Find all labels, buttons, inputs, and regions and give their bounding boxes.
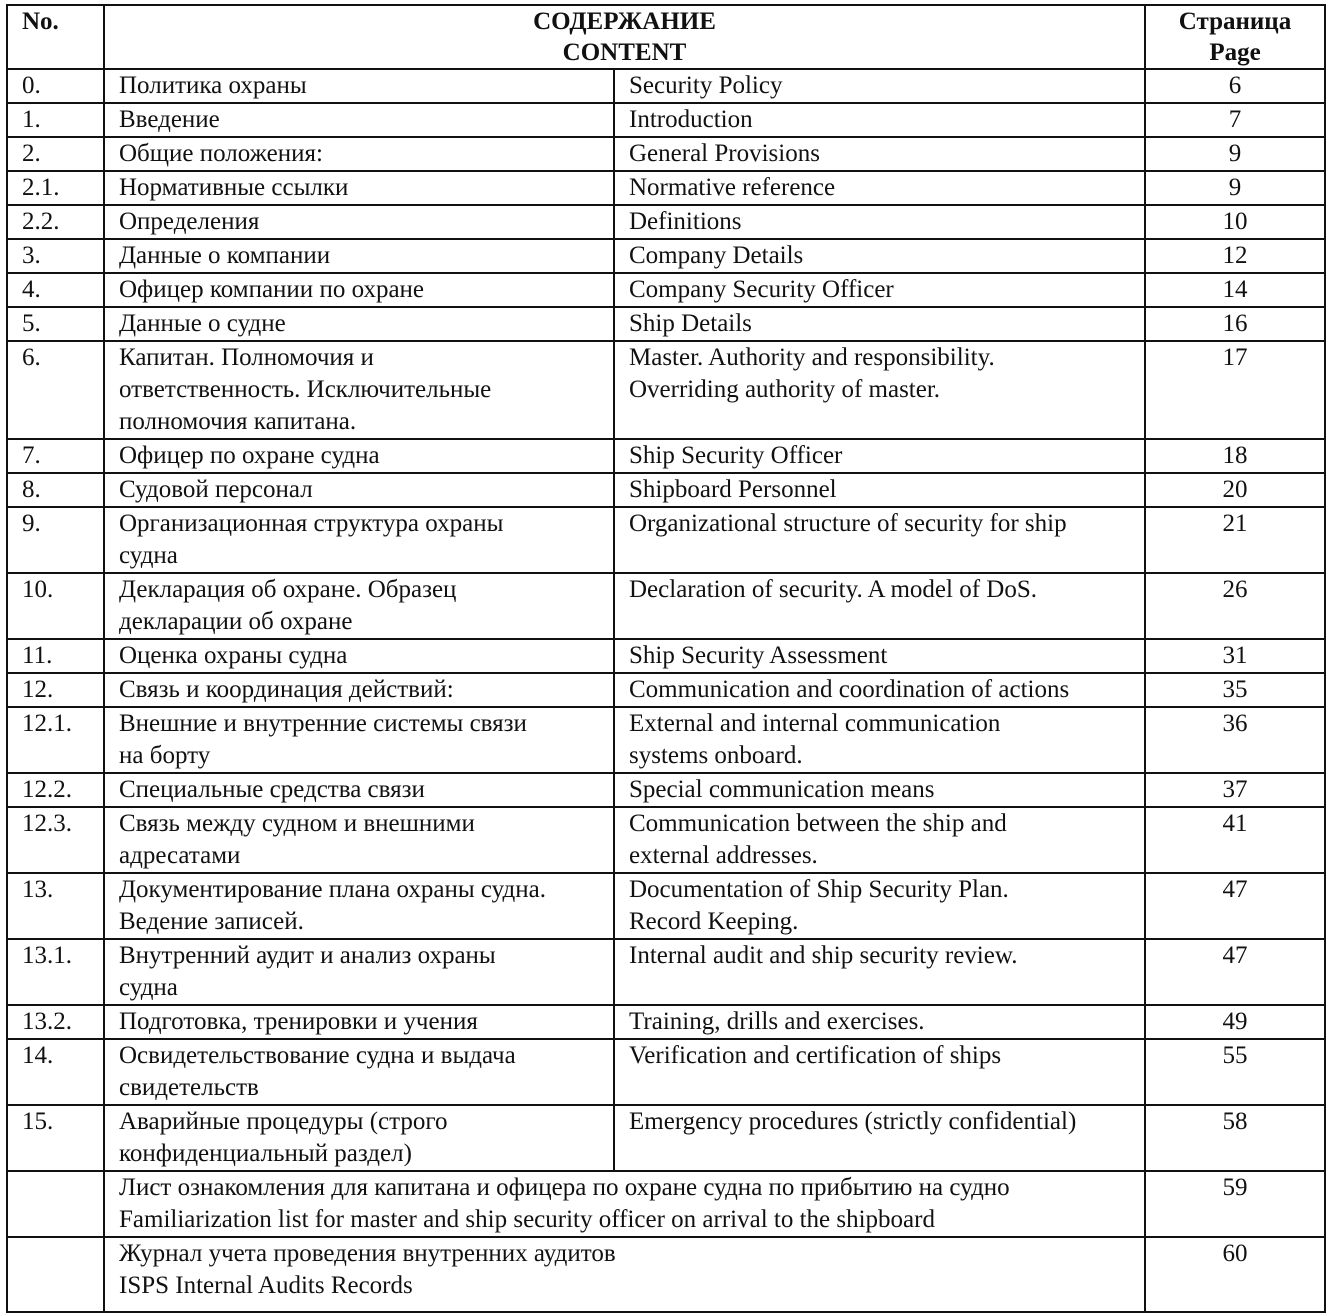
page-number: 26 <box>1145 573 1325 639</box>
section-title-en: Declaration of security. A model of DoS. <box>614 573 1145 639</box>
header-row <box>7 5 1325 69</box>
page-number: 21 <box>1145 507 1325 573</box>
table-row <box>7 171 1325 205</box>
section-title-en: Special communication means <box>614 773 1145 807</box>
section-title-ru: Офицер компании по охране <box>104 273 614 307</box>
section-title-ru: Данные о судне <box>104 307 614 341</box>
page-number: 47 <box>1145 873 1325 939</box>
section-number: 7. <box>7 439 104 473</box>
appendix-title-ru: Лист ознакомления для капитана и офицера по охране судна по прибытию на судно <box>119 1174 1010 1201</box>
section-title-ru: Аварийные процедуры (строго конфиденциальный раздел) <box>104 1105 614 1171</box>
table-row <box>7 673 1325 707</box>
page-number: 6 <box>1145 69 1325 103</box>
page-number: 35 <box>1145 673 1325 707</box>
section-title-ru: Внутренний аудит и анализ охраны судна <box>104 939 614 1005</box>
table-row <box>7 439 1325 473</box>
section-title-ru: Организационная структура охраны судна <box>104 507 614 573</box>
table-row <box>7 205 1325 239</box>
table-row <box>7 939 1325 1005</box>
table-row <box>7 239 1325 273</box>
section-number: 12.3. <box>7 807 104 873</box>
section-title-en: External and internal communication systems onboard. <box>614 707 1145 773</box>
section-title-en: Communication and coordination of actions <box>614 673 1145 707</box>
header-content-en: CONTENT <box>562 39 687 66</box>
section-number: 4. <box>7 273 104 307</box>
section-title-en: Training, drills and exercises. <box>614 1005 1145 1039</box>
header-page-en: Page <box>1209 39 1261 66</box>
table-row <box>7 103 1325 137</box>
section-number: 8. <box>7 473 104 507</box>
page-number: 9 <box>1145 171 1325 205</box>
section-title-en: Company Security Officer <box>614 273 1145 307</box>
section-number: 6. <box>7 341 104 439</box>
section-title-en: Master. Authority and responsibility. Overriding authority of master. <box>614 341 1145 439</box>
section-title-en: Ship Security Assessment <box>614 639 1145 673</box>
section-number: 15. <box>7 1105 104 1171</box>
page-number: 14 <box>1145 273 1325 307</box>
section-number: 13.1. <box>7 939 104 1005</box>
table-row <box>7 69 1325 103</box>
appendix-title-ru: Журнал учета проведения внутренних аудитов <box>119 1240 616 1267</box>
section-number: 13. <box>7 873 104 939</box>
section-title-ru: Освидетельствование судна и выдача свидетельств <box>104 1039 614 1105</box>
section-number <box>7 1237 104 1312</box>
section-number: 12.2. <box>7 773 104 807</box>
section-title-en: Normative reference <box>614 171 1145 205</box>
section-title-ru: Связь между судном и внешними адресатами <box>104 807 614 873</box>
section-title-en: Organizational structure of security for ship <box>614 507 1145 573</box>
page-number: 59 <box>1145 1171 1325 1237</box>
section-title-ru: Специальные средства связи <box>104 773 614 807</box>
page-number: 47 <box>1145 939 1325 1005</box>
section-number: 0. <box>7 69 104 103</box>
section-title-ru: Определения <box>104 205 614 239</box>
section-title-ru: Офицер по охране судна <box>104 439 614 473</box>
section-title-en: Definitions <box>614 205 1145 239</box>
page-number: 10 <box>1145 205 1325 239</box>
section-title-en: Introduction <box>614 103 1145 137</box>
page-number: 12 <box>1145 239 1325 273</box>
section-number: 1. <box>7 103 104 137</box>
table-row <box>7 1105 1325 1171</box>
table-row <box>7 873 1325 939</box>
section-number <box>7 1171 104 1237</box>
header-number: No. <box>7 5 104 69</box>
section-title-en: Communication between the ship and external addresses. <box>614 807 1145 873</box>
page-number: 58 <box>1145 1105 1325 1171</box>
table-row <box>7 707 1325 773</box>
section-number: 5. <box>7 307 104 341</box>
header-page-ru: Страница <box>1178 8 1292 35</box>
page-number: 9 <box>1145 137 1325 171</box>
page-number: 18 <box>1145 439 1325 473</box>
table-row <box>7 639 1325 673</box>
section-title-ru: Документирование плана охраны судна. Ведение записей. <box>104 873 614 939</box>
table-row <box>7 1171 1325 1237</box>
section-number: 2.1. <box>7 171 104 205</box>
header-content-ru: СОДЕРЖАНИЕ <box>533 8 716 35</box>
section-title-ru: Данные о компании <box>104 239 614 273</box>
section-number: 2.2. <box>7 205 104 239</box>
section-title-ru: Введение <box>104 103 614 137</box>
section-number: 10. <box>7 573 104 639</box>
table-row <box>7 137 1325 171</box>
table-of-contents <box>6 4 1326 1313</box>
page-number: 55 <box>1145 1039 1325 1105</box>
appendix-title <box>104 1171 1145 1237</box>
section-number: 12. <box>7 673 104 707</box>
table-row <box>7 341 1325 439</box>
section-number: 12.1. <box>7 707 104 773</box>
section-number: 3. <box>7 239 104 273</box>
section-title-en: Documentation of Ship Security Plan. Record Keeping. <box>614 873 1145 939</box>
section-title-ru: Капитан. Полномочия и ответственность. Исключительные полномочия капитана. <box>104 341 614 439</box>
section-title-en: Ship Details <box>614 307 1145 341</box>
table-row <box>7 473 1325 507</box>
table-row <box>7 807 1325 873</box>
section-number: 14. <box>7 1039 104 1105</box>
section-title-ru: Судовой персонал <box>104 473 614 507</box>
section-number: 11. <box>7 639 104 673</box>
section-title-en: Verification and certification of ships <box>614 1039 1145 1105</box>
section-title-ru: Декларация об охране. Образец декларации об охране <box>104 573 614 639</box>
page-number: 20 <box>1145 473 1325 507</box>
section-number: 9. <box>7 507 104 573</box>
table-row <box>7 1039 1325 1105</box>
section-title-en: Ship Security Officer <box>614 439 1145 473</box>
page-number: 7 <box>1145 103 1325 137</box>
page-number: 49 <box>1145 1005 1325 1039</box>
page-number: 37 <box>1145 773 1325 807</box>
section-title-ru: Связь и координация действий: <box>104 673 614 707</box>
table-row <box>7 573 1325 639</box>
page-number: 60 <box>1145 1237 1325 1312</box>
section-title-en: Shipboard Personnel <box>614 473 1145 507</box>
header-content <box>104 5 1145 69</box>
table-row <box>7 773 1325 807</box>
table-row <box>7 273 1325 307</box>
page-number: 41 <box>1145 807 1325 873</box>
section-title-en: General Provisions <box>614 137 1145 171</box>
table-row <box>7 307 1325 341</box>
section-title-en: Emergency procedures (strictly confidential) <box>614 1105 1145 1171</box>
section-title-ru: Оценка охраны судна <box>104 639 614 673</box>
section-title-en: Security Policy <box>614 69 1145 103</box>
table-row <box>7 1005 1325 1039</box>
section-title-ru: Внешние и внутренние системы связи на борту <box>104 707 614 773</box>
table-row <box>7 507 1325 573</box>
toc-body <box>7 69 1325 1312</box>
appendix-title <box>104 1237 1145 1312</box>
page-number: 36 <box>1145 707 1325 773</box>
section-title-ru: Нормативные ссылки <box>104 171 614 205</box>
section-title-en: Internal audit and ship security review. <box>614 939 1145 1005</box>
appendix-title-en: Familiarization list for master and ship security officer on arrival to the shipboard <box>119 1206 935 1233</box>
section-title-ru: Общие положения: <box>104 137 614 171</box>
section-title-ru: Политика охраны <box>104 69 614 103</box>
header-page <box>1145 5 1325 69</box>
section-title-en: Company Details <box>614 239 1145 273</box>
page-number: 17 <box>1145 341 1325 439</box>
section-number: 13.2. <box>7 1005 104 1039</box>
section-title-ru: Подготовка, тренировки и учения <box>104 1005 614 1039</box>
section-number: 2. <box>7 137 104 171</box>
appendix-title-en: ISPS Internal Audits Records <box>119 1272 413 1299</box>
page-number: 31 <box>1145 639 1325 673</box>
page-number: 16 <box>1145 307 1325 341</box>
table-row <box>7 1237 1325 1312</box>
